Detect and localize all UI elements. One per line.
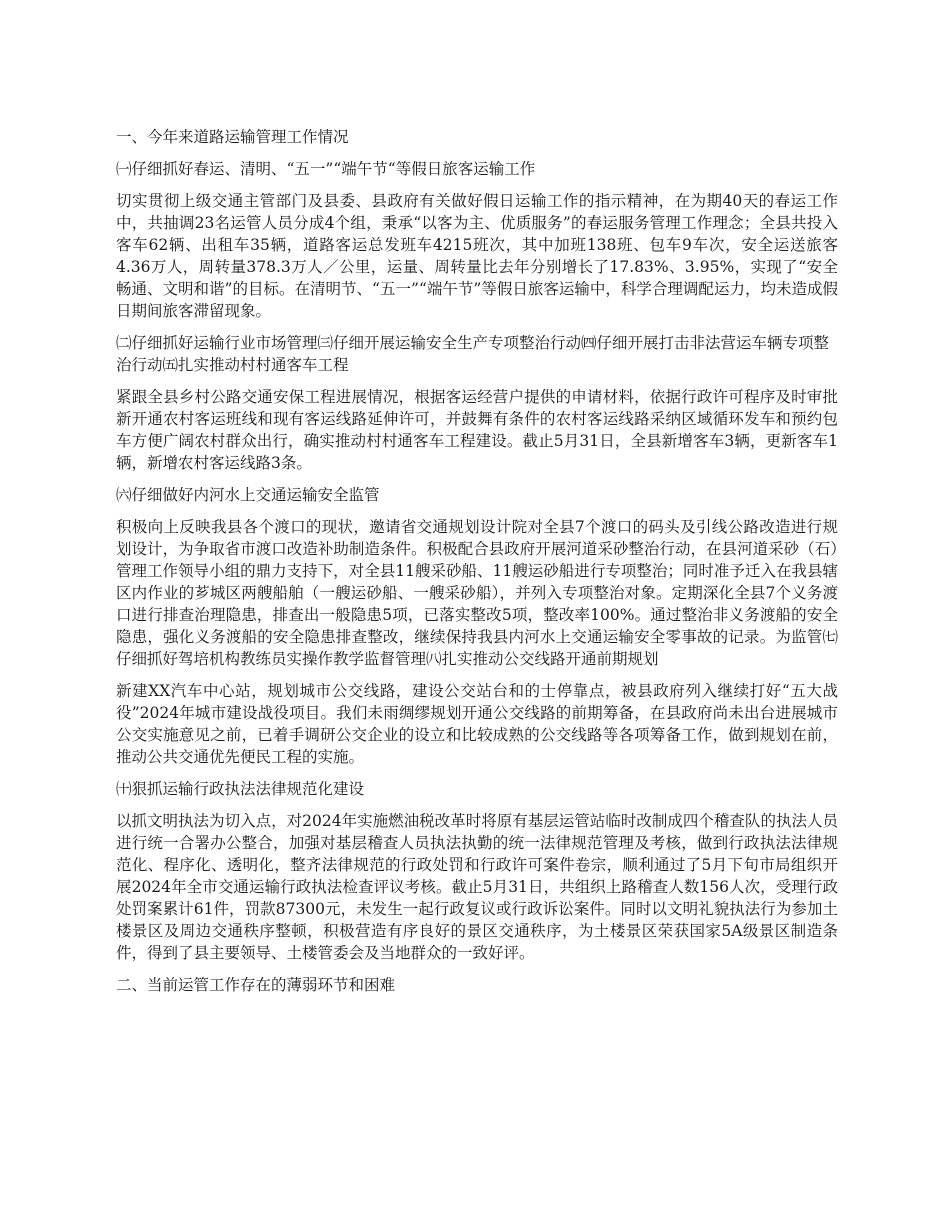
subsection-heading-market-management: ㈡仔细抓好运输行业市场管理㈢仔细开展运输安全生产专项整治行动㈣仔细开展打击非法营运车辆专项整治行动㈤扎实推动村村通客车工程 xyxy=(116,334,830,374)
section-heading-2: 二、当前运管工作存在的薄弱环节和困难 xyxy=(116,976,396,994)
subsection-heading-law-enforcement: ㈩狠抓运输行政执法法律规范化建设 xyxy=(116,780,365,798)
paragraph-village-bus: 紧跟全县乡村公路交通安保工程进展情况，根据客运经营户提供的申请材料，依据行政许可程序及时审批新开通农村客运班线和现有客运线路延伸许可，并鼓舞有条件的农村客运线路采纳区域循环发车和预约包车方便广阔农村群众出行，确实推动村村通客车工程建设。截止5月31日，全县新增客车3辆，更新客车1辆，新增农村客运线路3条。 xyxy=(116,388,838,472)
section-heading-1: 一、今年来道路运输管理工作情况 xyxy=(116,128,349,146)
subsection-heading-holiday-transport: ㈠仔细抓好春运、清明、“五一”“端午节“等假日旅客运输工作 xyxy=(116,160,536,178)
paragraph-bus-station: 新建XX汽车中心站，规划城市公交线路，建设公交站台和的士停靠点，被县政府列入继续打好“五大战役”2024年城市建设战役项目。我们未雨绸缪规划开通公交线路的前期筹备，在县政府尚未出台进展城市公交实施意见之前，已着手调研公交企业的设立和比较成熟的公交线路等各项筹备工作，做到规划在前，推动公共交通优先便民工程的实施。 xyxy=(116,682,838,766)
paragraph-holiday-transport: 切实贯彻上级交通主管部门及县委、县政府有关做好假日运输工作的指示精神，在为期40天的春运工作中，共抽调23名运管人员分成4个组，秉承“以客为主、优质服务”的春运服务管理工作理念；全县共投入客车62辆、出租车35辆，道路客运总发班车4215班次，其中加班138班、包车9车次，安全运送旅客4.36万人，周转量378.3万人／公里，运量、周转量比去年分别增长了17.83%、3.95%，实现了“安全畅通、文明和谐”的目标。在清明节、“五一”“端午节”等假日旅客运输中，科学合理调配运力，均未造成假日期间旅客滞留现象。 xyxy=(116,192,838,320)
paragraph-law-enforcement: 以抓文明执法为切入点，对2024年实施燃油税改革时将原有基层运管站临时改制成四个稽查队的执法人员进行统一合署办公整合，加强对基层稽查人员执法执勤的统一法律规范管理及考核，做到行政执法法律规范化、程序化、透明化，整齐法律规范的行政处罚和行政许可案件卷宗，顺利通过了5月下旬市局组织开展2024年全市交通运输行政执法检查评议考核。截止5月31日，共组织上路稽查人数156人次，受理行政处罚案累计61件，罚款87300元，未发生一起行政复议或行政诉讼案件。同时以文明礼貌执法行为参加土楼景区及周边交通秩序整顿，积极营造有序良好的景区交通秩序，为土楼景区荣获国家5A级景区制造条件，得到了县主要领导、土楼管委会及当地群众的一致好评。 xyxy=(116,812,838,962)
paragraph-waterway-safety: 积极向上反映我县各个渡口的现状，邀请省交通规划设计院对全县7个渡口的码头及引线公路改造进行规划设计，为争取省市渡口改造补助制造条件。积极配合县政府开展河道采砂整治行动，在县河道采砂（石）管理工作领导小组的鼎力支持下，对全县11艘采砂船、11艘运砂船进行专项整治；同时准予迁入在我县辖区内作业的芗城区两艘船舶（一艘运砂船、一艘采砂船），并列入专项整治对象。定期深化全县7个义务渡口进行排查治理隐患，排查出一般隐患5项，已落实整改5项，整改率100%。通过整治非义务渡船的安全隐患，强化义务渡船的安全隐患排查整改，继续保持我县内河水上交通运输安全零事故的记录。为监管㈦仔细抓好驾培机构教练员实操作教学监督管理㈧扎实推动公交线路开通前期规划 xyxy=(116,518,838,668)
subsection-heading-waterway-safety: ㈥仔细做好内河水上交通运输安全监管 xyxy=(116,486,380,504)
document-body xyxy=(116,126,838,1006)
